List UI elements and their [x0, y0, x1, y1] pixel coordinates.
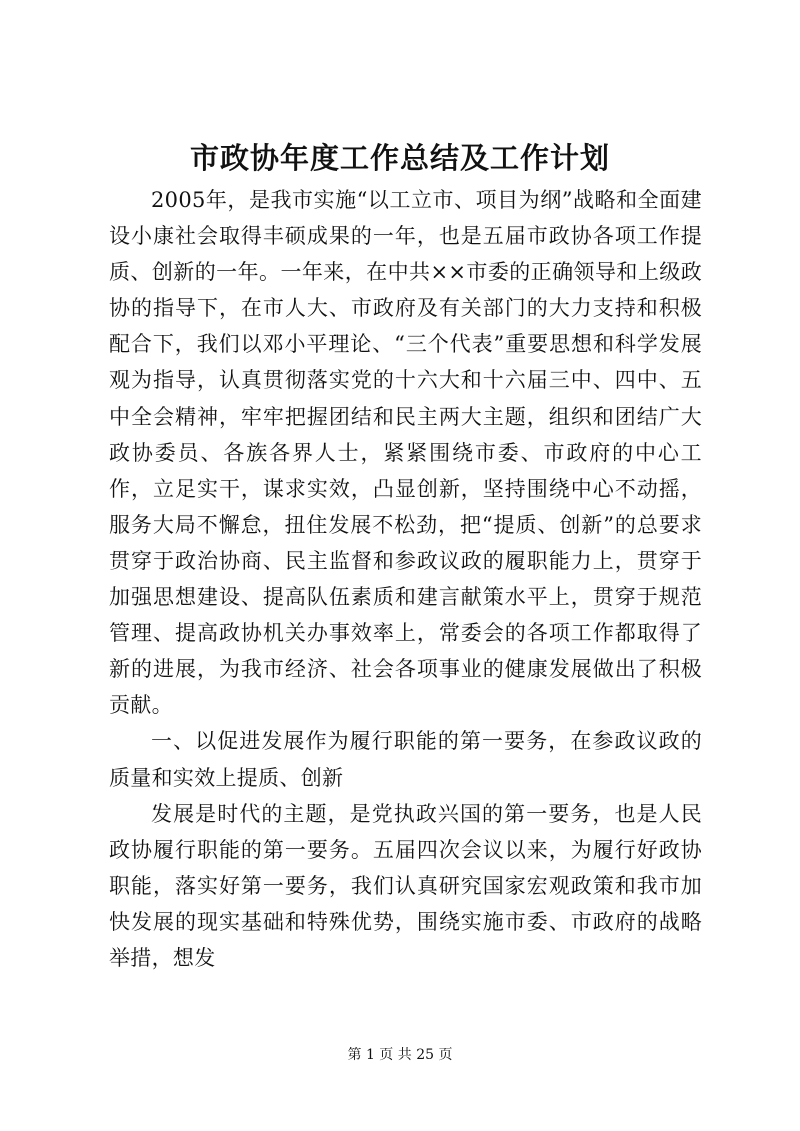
- paragraph-section-heading-1: 一、以促进发展作为履行职能的第一要务，在参政议政的质量和实效上提质、创新: [109, 729, 702, 790]
- paragraph-intro: 2005年，是我市实施“以工立市、项目为纲”战略和全面建设小康社会取得丰硕成果的一年，也是五届市政协各项工作提质、创新的一年。一年来，在中共××市委的正确领导和上级政协的指导下，在市人大、市政府及有关部门的大力支持和积极配合下，我们以邓小平理论、“三个代表”重要思想和科学发展观为指导，认真贯彻落实党的十六大和十六届三中、四中、五中全会精神，牢牢把握团结和民主两大主题，组织和团结广大政协委员、各族各界人士，紧紧围绕市委、市政府的中心工作，立足实干，谋求实效，凸显创新，坚持围绕中心不动摇，服务大局不懈怠，扭住发展不松劲，把“提质、创新”的总要求贯穿于政治协商、民主监督和参政议政的履职能力上，贯穿于加强思想建设、提高队伍素质和建言献策水平上，贯穿于规范管理、提高政协机关办事效率上，常委会的各项工作都取得了新的进展，为我市经济、社会各项事业的健康发展做出了积极贡献。: [109, 188, 702, 718]
- paragraph-development: 发展是时代的主题，是党执政兴国的第一要务，也是人民政协履行职能的第一要务。五届四次会议以来，为履行好政协职能，落实好第一要务，我们认真研究国家宏观政策和我市加快发展的现实基础和特殊优势，围绕实施市委、市政府的战略举措，想发: [109, 801, 702, 970]
- page-number-footer: 第 1 页 共 25 页: [347, 1047, 453, 1063]
- document-body: [109, 182, 702, 976]
- document-title: 市政协年度工作总结及工作计划: [189, 141, 610, 175]
